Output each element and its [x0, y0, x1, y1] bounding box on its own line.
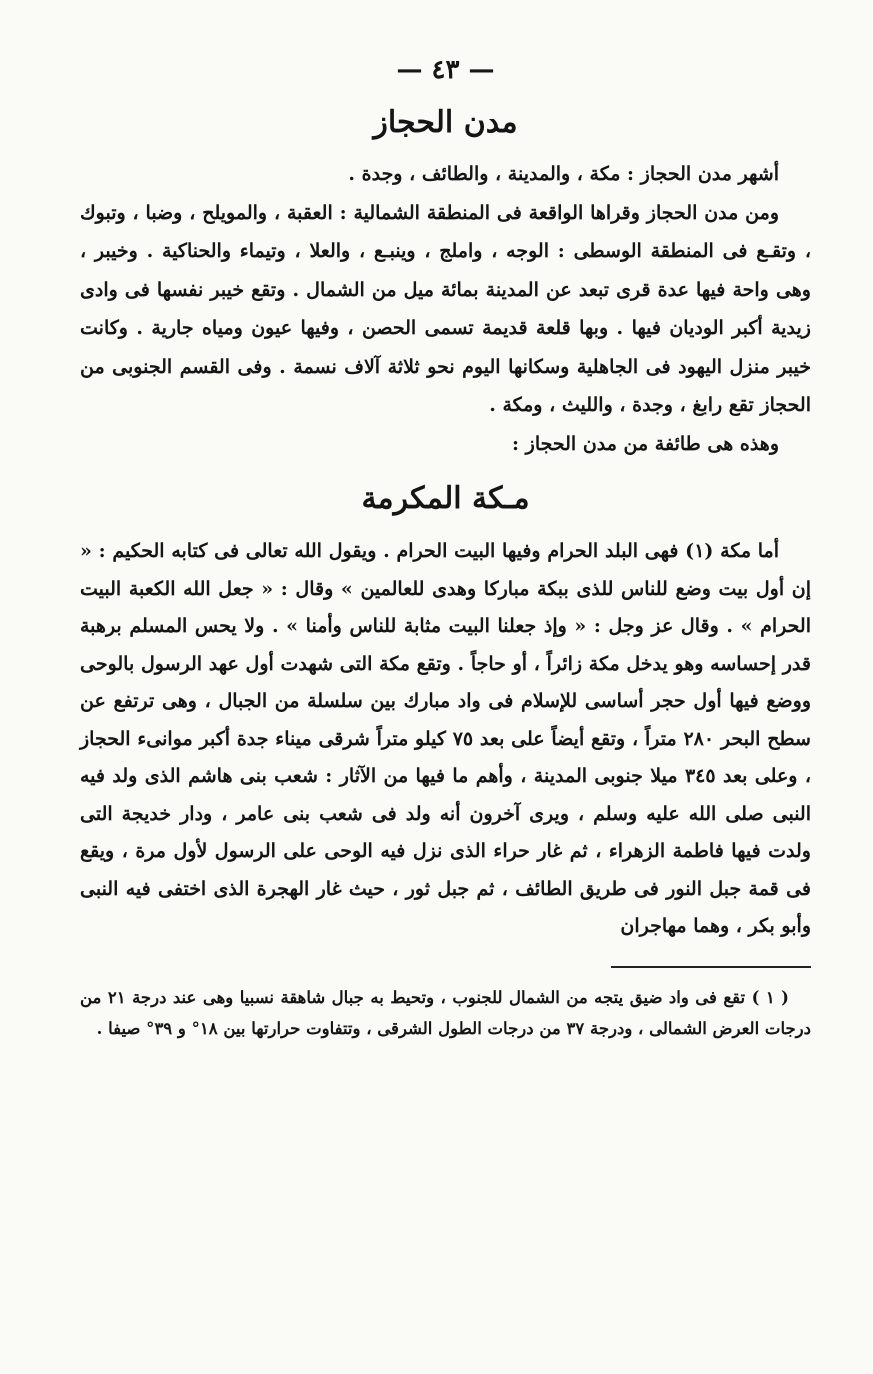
paragraph-mecca: أما مكة (١) فهى البلد الحرام وفيها البيت الحرام . ويقول الله تعالى فى كتابه الحكيم : « إن أول بيت وضع للناس للذى ببكة مباركا وهدى للعالمين » وقال : « جعل الله الكعبة البيت الحرام » . وقال عز وجل : « وإذ جعلنا البيت مثابة للناس وأمنا » . ولا يحس المسلم برهبة قدر إحساسه وهو يدخل مكة زائراً ، أو حاجاً . وتقع مكة التى شهدت أول عهد الرسول بالوحى ووضع فيها أول حجر أساسى للإسلام فى واد مبارك بين سلسلة من الجبال ، وهى ترتفع عن سطح البحر ٢٨٠ متراً ، وتقع أيضاً على بعد ٧٥ كيلو متراً شرقى ميناء جدة أكبر موانىء الحجاز ، وعلى بعد ٣٤٥ ميلا جنوبى المدينة ، وأهم ما فيها من الآثار : شعب بنى هاشم الذى ولد فيه النبى صلى الله عليه وسلم ، ويرى آخرون أنه ولد فى شعب بنى عامر ، ودار خديجة التى ولدت فيها فاطمة الزهراء ، ثم غار حراء الذى نزل فيه الوحى على الرسول لأول مرة ، ويقع فى قمة جبل النور فى طريق الطائف ، ثم جبل ثور ، حيث غار الهجرة الذى اختفى فيه النبى وأبو بكر ، وهما مهاجران [80, 540, 811, 937]
heading-hejaz-cities: مدن الحجاز [373, 105, 518, 140]
heading-mecca: مـكة المكرمة [361, 481, 530, 516]
footnote: ( ١ ) تقع فى واد ضيق يتجه من الشمال للجنوب ، وتحيط به جبال شاهقة نسبيا وهى عند درجة ٢١ من درجات العرض الشمالى ، ودرجة ٣٧ من درجات الطول الشرقى ، وتتفاوت حرارتها بين ١٨° و ٣٩° صيفا . [80, 987, 811, 1038]
paragraph-regions: ومن مدن الحجاز وقراها الواقعة فى المنطقة الشمالية : العقبة ، والمويلح ، وضبا ، وتبوك ، وتقـع فى المنطقة الوسطى : الوجه ، واملج ، وينبـع ، والعلا ، وتيماء والحناكية . وخيبر ، وهى واحة فيها عدة قرى تبعد عن المدينة بمائة ميل من الشمال . وتقع خيبر نفسها فى وادى زيدية أكبر الوديان فيها . وبها قلعة قديمة تسمى الحصن ، وفيها عيون ومياه جارية . وكانت خيبر منزل اليهود فى الجاهلية وسكانها اليوم نحو ثلاثة آلاف نسمة . وفى القسم الجنوبى من الحجاز تقع رابغ ، وجدة ، والليث ، ومكة . [80, 201, 811, 416]
footnote-divider [611, 966, 811, 968]
paragraph-intro-list: وهذه هى طائفة من مدن الحجاز : [512, 432, 779, 455]
paragraph-main-cities: أشهر مدن الحجاز : مكة ، والمدينة ، والطائف ، وجدة . [348, 163, 779, 185]
page-number: — ٤٣ — [396, 55, 495, 85]
